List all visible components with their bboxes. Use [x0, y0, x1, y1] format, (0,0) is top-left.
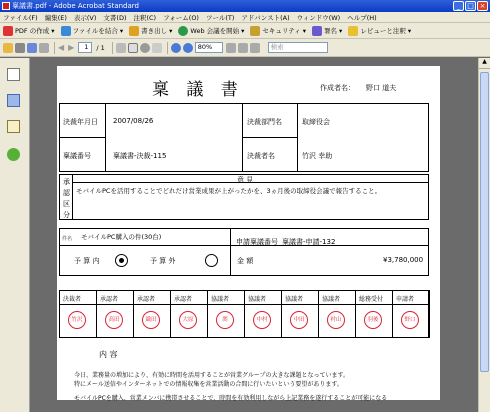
number-label: 稟議番号 — [63, 152, 91, 160]
approval-stamp: 織田 — [142, 311, 160, 329]
decider-label: 決裁者名 — [247, 152, 275, 160]
next-page-icon[interactable]: ▶ — [68, 43, 75, 52]
approver-role: 協議者 — [285, 296, 304, 303]
budget-out-radio[interactable] — [205, 254, 218, 267]
approval-stamp: 村山 — [327, 311, 345, 329]
maximize-button[interactable]: □ — [465, 1, 476, 11]
amount-value: ¥3,780,000 — [383, 256, 424, 264]
approver-role: 申請者 — [396, 296, 415, 303]
approver-role: 承認者 — [174, 296, 193, 303]
document-page — [57, 66, 440, 400]
menu-tools[interactable]: ツール(T) — [205, 13, 235, 22]
dept-label: 決裁部門名 — [247, 118, 282, 126]
approver-role: 協議者 — [211, 296, 230, 303]
subject-label: 件名 — [62, 236, 73, 242]
subject-value: モバイルPC購入の件(30台) — [81, 233, 162, 241]
approver-role: 協議者 — [248, 296, 267, 303]
signatures-icon[interactable] — [7, 120, 20, 133]
approver-role: 承認者 — [100, 296, 119, 303]
security-button[interactable]: セキュリティ ▾ — [250, 26, 306, 36]
fit-width-icon[interactable] — [238, 43, 248, 53]
select-tool-icon[interactable] — [116, 43, 126, 53]
approver-role: 総務受付 — [359, 296, 384, 303]
category-label: 承認区分 — [63, 178, 70, 219]
approval-stamp: 高田 — [105, 311, 123, 329]
task-toolbar — [0, 23, 490, 39]
navigation-toolbar — [0, 39, 490, 57]
previous-page-icon[interactable]: ◀ — [58, 43, 65, 52]
print-icon[interactable] — [15, 43, 25, 53]
hand-tool-icon[interactable] — [128, 43, 138, 53]
menu-view[interactable]: 表示(V) — [73, 13, 97, 22]
approval-stamp: 中田 — [290, 311, 308, 329]
window-title: 稟議書.pdf - Adobe Acrobat Standard — [12, 2, 139, 10]
dept-value: 取締役会 — [302, 118, 330, 126]
combine-icon — [61, 26, 71, 36]
number-value: 稟議書-決裁-115 — [113, 152, 167, 160]
approval-stamp: 中村 — [253, 311, 271, 329]
budget-in-label: 予 算 内 — [74, 257, 100, 265]
menu-file[interactable]: ファイル(F) — [3, 13, 38, 22]
zoom-in-icon[interactable] — [183, 43, 193, 53]
globe-icon — [178, 26, 188, 36]
opinion-label: 意 見 — [237, 176, 254, 184]
page-number-input[interactable]: 1 — [78, 42, 92, 53]
approver-role: 決裁者 — [63, 296, 82, 303]
snapshot-icon[interactable] — [152, 43, 162, 53]
web-meeting-button[interactable]: Web 会議を開始 ▾ — [178, 26, 244, 36]
menu-edit[interactable]: 編集(E) — [44, 13, 67, 22]
body-line-3: モバイルPCを購入、営業メンバに携帯させることで、時間を有効利用しながら上記業務を遂行することが可能になる — [74, 395, 388, 402]
request-label: 申請稟議番号 — [236, 238, 278, 246]
search-input[interactable]: 検索 — [268, 42, 328, 53]
fit-page-icon[interactable] — [226, 43, 236, 53]
sign-button[interactable]: 署名 ▾ — [312, 26, 342, 36]
approval-stamp: 羽後 — [364, 311, 382, 329]
review-button[interactable]: レビューと注釈 ▾ — [348, 26, 411, 36]
minimize-button[interactable]: _ — [453, 1, 464, 11]
pdf-icon — [3, 26, 13, 36]
rotate-icon[interactable] — [250, 43, 260, 53]
author-label: 作成者名： — [320, 84, 355, 92]
close-button[interactable]: × — [477, 1, 488, 11]
approver-role: 承認者 — [137, 296, 156, 303]
help-icon[interactable] — [7, 148, 20, 161]
combine-files-button[interactable]: ファイルを結合 ▾ — [61, 26, 124, 36]
menu-help[interactable]: ヘルプ(H) — [347, 13, 377, 22]
scroll-up-icon[interactable]: ▲ — [479, 58, 490, 69]
date-label: 決裁年月日 — [63, 118, 98, 126]
decider-value: 竹沢 幸助 — [302, 152, 333, 160]
author-name: 野口 道夫 — [366, 84, 397, 92]
separator — [54, 42, 55, 54]
approval-stamp: 大原 — [179, 311, 197, 329]
content-label: 内 容 — [99, 350, 118, 359]
separator — [112, 42, 113, 54]
export-button[interactable]: 書き出し ▾ — [129, 26, 172, 36]
approver-role: 協議者 — [322, 296, 341, 303]
email-icon[interactable] — [27, 43, 37, 53]
opinion-text: モバイルPCを活用することでどれだけ営業成果が上がったかを、3ヵ月後の取締役会議で報告すること。 — [76, 187, 382, 195]
page-total: / 1 — [96, 43, 105, 52]
menu-document[interactable]: 文書(D) — [103, 13, 127, 22]
zoom-out-icon[interactable] — [171, 43, 181, 53]
export-icon — [129, 26, 139, 36]
zoom-level-select[interactable]: 80% — [195, 42, 223, 53]
menu-advanced[interactable]: アドバンスト(A) — [241, 13, 290, 22]
approval-stamp: 竹沢 — [68, 311, 86, 329]
title-bar — [0, 0, 490, 12]
open-folder-icon[interactable] — [3, 43, 13, 53]
body-line-2: 特にメール送信やインターネットでの情報収集を営業活動の合間に行いたいという要望があります。 — [74, 381, 343, 388]
budget-in-radio[interactable] — [115, 254, 128, 267]
vertical-scrollbar[interactable] — [478, 58, 490, 412]
scrollbar-thumb[interactable] — [480, 72, 489, 372]
separator — [167, 42, 168, 54]
comment-icon — [348, 26, 358, 36]
app-icon — [2, 2, 10, 10]
body-line-1: 今日、業務量の増加により、有効に時間を活用することが営業グループの大きな課題となっています。 — [74, 372, 350, 379]
lock-icon — [250, 26, 260, 36]
menu-bar — [0, 12, 490, 23]
create-pdf-button[interactable]: PDF の作成 ▾ — [3, 26, 55, 36]
pen-icon — [312, 26, 322, 36]
approval-stamp: 野口 — [401, 311, 419, 329]
budget-out-label: 予 算 外 — [150, 257, 176, 265]
navigation-panel — [0, 58, 30, 412]
document-title: 稟 議 書 — [152, 80, 244, 100]
zoom-tool-icon[interactable] — [140, 43, 150, 53]
approval-stamp: 関 — [216, 311, 234, 329]
pages-icon[interactable] — [7, 68, 20, 81]
menu-comments[interactable]: 注釈(C) — [133, 13, 157, 22]
bookmarks-icon[interactable] — [7, 94, 20, 107]
request-value: 稟議書-申請-132 — [282, 238, 336, 246]
menu-window[interactable]: ウィンドウ(W) — [296, 13, 341, 22]
date-value: 2007/08/26 — [113, 117, 154, 125]
save-icon[interactable] — [39, 43, 49, 53]
amount-label: 金 額 — [237, 257, 254, 265]
menu-forms[interactable]: フォーム(O) — [163, 13, 199, 22]
